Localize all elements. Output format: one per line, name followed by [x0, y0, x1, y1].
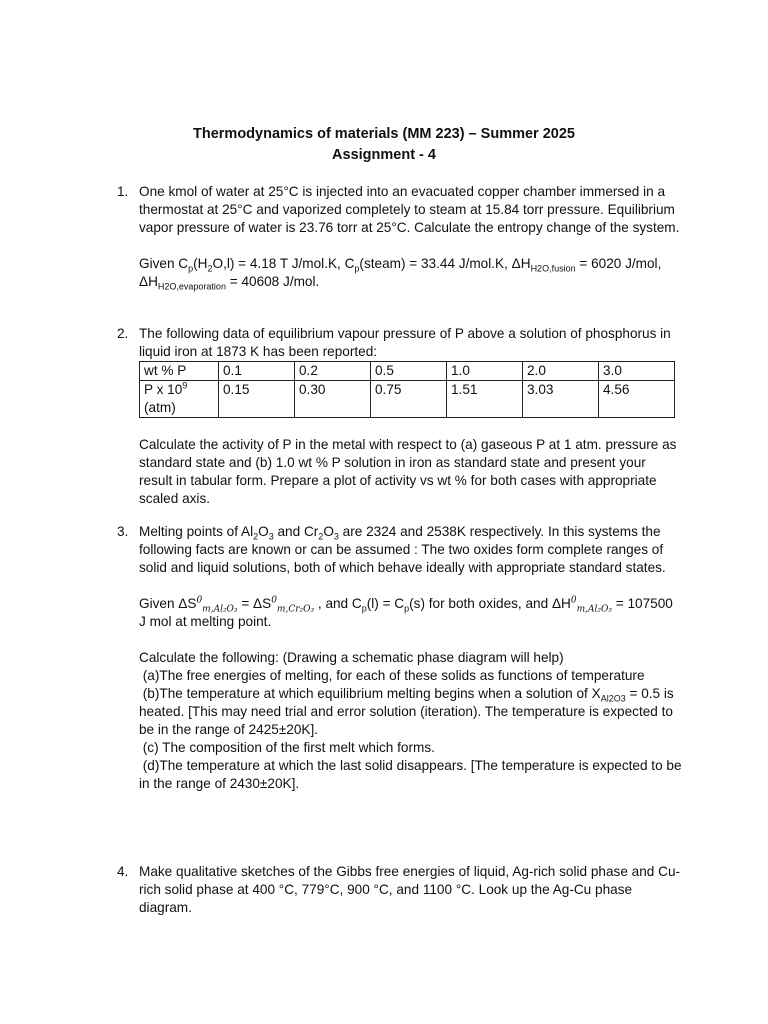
given-values: Given $C_p(H_2O,l) = 4.18$ T J/mol.K, $C_p(steam) = 33.44$ J/mol.K, $\Delta H_{H2O,fusion} = 6020$ J/mol, $\Delta H_{H2O,evaporation} = 40608$ J/mol.: [139, 256, 662, 292]
table-cell: 2.0: [523, 362, 599, 381]
table-cell: 0.1: [219, 362, 295, 381]
given-equation: Given $\Delta S^0_{m,Al_2O_3} = \Delta S^0_{m,Cr_2O_3}$ , and $C_p(l) = C_p(s)$ for both oxides, and $\Delta H^0_{m,Al_2O_3} = 107500$ J mol at melting point.: [139, 595, 673, 629]
question-number: 1.: [117, 184, 129, 199]
question-text: Make qualitative sketches of the Gibbs free energies of liquid, Ag-rich solid phase and Cu-rich solid phase at 400 °C, 779°C, 900 °C, and 1100 °C. Look up the Ag-Cu phase diagram.: [139, 864, 681, 915]
table-cell: 1.51: [447, 381, 523, 418]
sub-question-b: (b)The temperature at which equilibrium melting begins when a solution of $X_{Al2O3} = 0.5$ is heated. [This may need trial and error solution (iteration). The temperature is expected to be in the range of 2425±20K].: [139, 686, 674, 737]
sub-question-c: (c) The composition of the first melt which forms.: [142, 740, 435, 755]
table-row: [140, 362, 675, 381]
question-text: The following data of equilibrium vapour pressure of P above a solution of phosphorus in liquid iron at 1873 K has been reported:: [139, 326, 671, 359]
table-cell: 0.5: [371, 362, 447, 381]
calc-intro: Calculate the following: (Drawing a schematic phase diagram will help): [139, 650, 564, 665]
sub-question-d: (d)The temperature at which the last solid disappears. [The temperature is expected to be in the range of 2430±20K].: [139, 758, 682, 791]
document-subtitle: Assignment - 4: [332, 147, 436, 163]
table-cell: 3.0: [599, 362, 675, 381]
table-row: [140, 381, 675, 418]
question-number: 3.: [117, 524, 129, 539]
question-4: [117, 863, 682, 917]
vapour-pressure-table: [139, 361, 675, 418]
question-number: 4.: [117, 864, 129, 879]
document-title: Thermodynamics of materials (MM 223) – Summer 2025: [193, 126, 575, 142]
question-text-2: Calculate the activity of P in the metal with respect to (a) gaseous P at 1 atm. pressure as standard state and (b) 1.0 wt % P solution in iron as standard state and present your result in tabular form. Prepare a plot of activity vs wt % for both cases with appropriate scaled axis.: [139, 437, 677, 506]
question-1: [117, 183, 682, 291]
table-header-cell: wt % P: [140, 362, 219, 381]
question-text: Melting points of $Al_2O_3$ and $Cr_2O_3$ are 2324 and 2538K respectively. In this systems the following facts are known or can be assumed : The two oxides form complete ranges of solid and liquid solutions, both of which behave ideally with appropriate standard states.: [139, 524, 666, 575]
table-cell: 1.0: [447, 362, 523, 381]
question-3: [117, 523, 682, 793]
table-cell: 0.30: [295, 381, 371, 418]
question-text: One kmol of water at 25°C is injected into an evacuated copper chamber immersed in a thermostat at 25°C and vaporized completely to steam at 15.84 torr pressure. Equilibrium vapor pressure of water is 23.76 torr at 25°C. Calculate the entropy change of the system.: [139, 184, 680, 235]
table-header-cell: P x $10^9$ (atm): [140, 381, 219, 418]
question-2: [117, 325, 682, 508]
table-cell: 3.03: [523, 381, 599, 418]
sub-question-a: (a)The free energies of melting, for each of these solids as functions of temperature: [142, 668, 645, 683]
table-cell: 0.75: [371, 381, 447, 418]
table-cell: 4.56: [599, 381, 675, 418]
question-number: 2.: [117, 326, 129, 341]
table-cell: 0.2: [295, 362, 371, 381]
table-cell: 0.15: [219, 381, 295, 418]
